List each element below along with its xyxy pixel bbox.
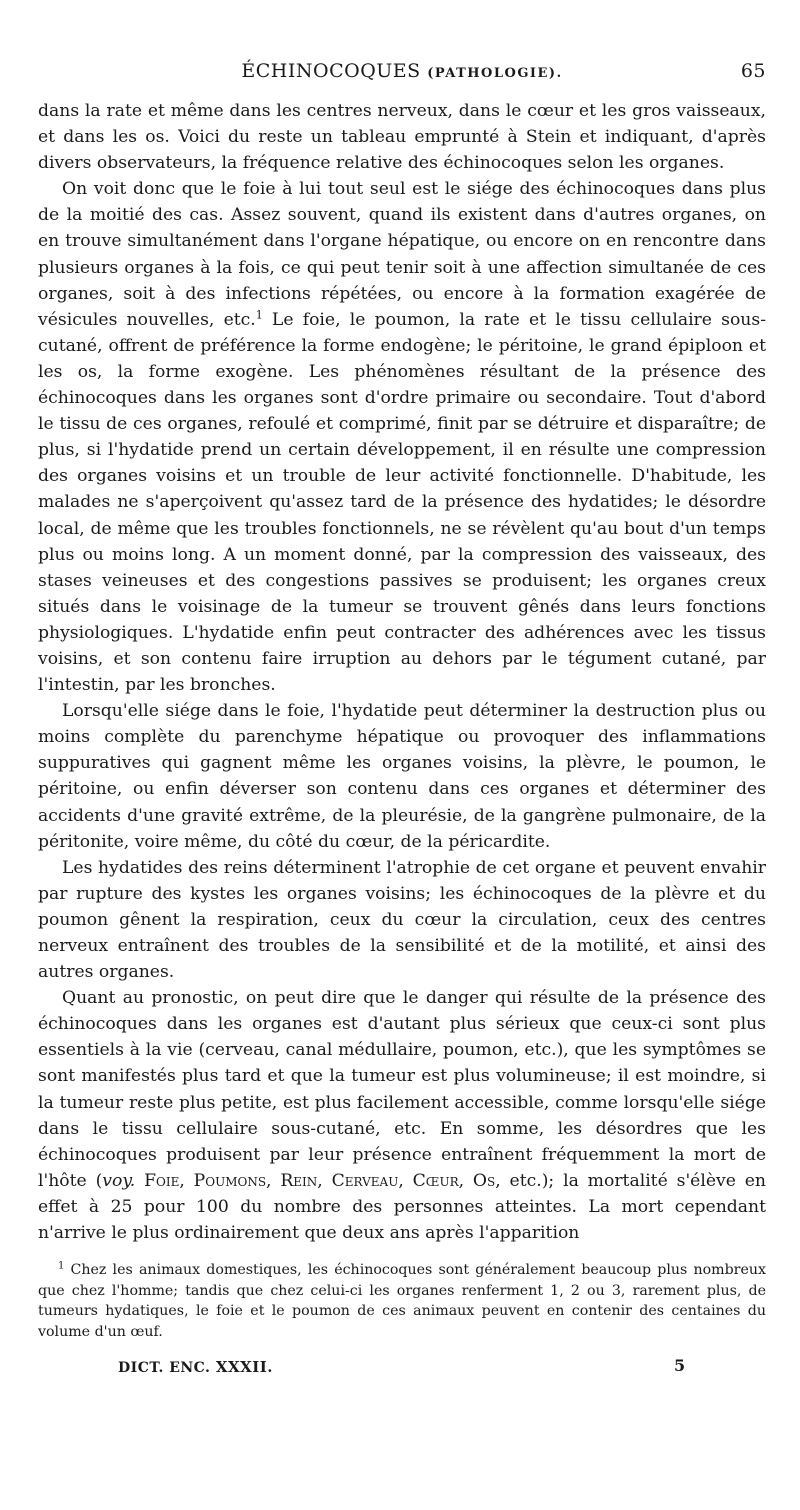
footnotes [38,1260,766,1342]
sheet-number: 5 [674,1356,686,1376]
footnote-1 [38,1260,766,1342]
signature-volume: XXXII. [215,1358,273,1377]
paragraph-5 [38,985,766,1246]
paragraph-5-part-2: etc.); la mortalité s'élève en effet à 25 pour 100 du nombre des personnes atteintes. La mort cependant n'arrive le plus ordinairement que deux ans après l'apparition [38,1170,766,1244]
paragraph-1: dans la rate et même dans les centres nerveux, dans le cœur et les gros vaisseaux, et dans les os. Voici du reste un tableau emprunté à Stein et indiquant, d'après divers observateurs, la fréquence relative des échinocoques selon les organes. [38,101,766,174]
footnote-mark: 1 [58,1260,65,1272]
article-title: ÉCHINOCOQUES [241,60,421,82]
footnote-text: Chez les animaux domestiques, les échinocoques sont généralement beaucoup plus nombreux que chez l'homme; tandis que chez celui-ci les organes renferment 1, 2 ou 3, rarement plus, de tumeurs hydatiques, le foie et le poumon de ces animaux peuvent en contenir des centaines du volume d'un œuf. [38,1262,766,1340]
paragraph-2-part-2: Le foie, le poumon, la rate et le tissu cellulaire sous-cutané, offrent de préférence la forme endogène; le péritoine, le grand épiploon et les os, la forme exogène. Les phénomènes résultant de la présence des échinocoques dans les organes sont d'ordre primaire ou secondaire. Tout d'abord le tissu de ces organes, refoulé et comprimé, finit par se détruire et disparaître; de plus, si l'hydatide prend un certain développement, il en résulte une compression des organes voisins et un trouble de leur activité fonctionnelle. D'habitude, les malades ne s'aperçoivent qu'assez tard de la présence des hydatides; le désordre local, de même que les troubles fonctionnels, ne se révèlent qu'au bout d'un temps plus ou moins long. A un moment donné, par la compression des vaisseaux, des stases veineuses et des congestions passives se produisent; les organes creux situés dans le voisinage de la tumeur se trouvent gênés dans leurs fonctions physiologiques. L'hydatide enfin peut contracter des adhérences avec les tissus voisins, et son contenu faire irruption au dehors par le tégument cutané, par l'intestin, par les bronches. [38,309,767,696]
paragraph-3: Lorsqu'elle siége dans le foie, l'hydatide peut déterminer la destruction plus ou moins complète du parenchyme hépatique ou provoquer des inflammations suppuratives qui gagnent même les organes voisins, la plèvre, le poumon, le péritoine, ou enfin déverser son contenu dans ces organes et déterminer des accidents d'une gravité extrême, de la pleurésie, de la gangrène pulmonaire, de la péritonite, voire même, du côté du cœur, de la péricardite. [38,701,766,852]
article-subtitle: (PATHOLOGIE). [427,66,563,81]
cross-reference-list: Foie, Poumons, Rein, Cerveau, Cœur, Os, [144,1170,501,1191]
running-head [38,60,766,94]
signature-label: DICT. ENC. [118,1360,216,1377]
document-page [38,60,766,1380]
paragraph-2 [38,176,766,698]
footnote-reference[interactable]: 1 [255,308,263,322]
printer-signature [118,1358,273,1376]
paragraph-4: Les hydatides des reins déterminent l'atrophie de cet organe et peuvent envahir par rupture des kystes les organes voisins; les échinocoques de la plèvre et du poumon gênent la respiration, ceux du cœur la circulation, ceux des centres nerveux entraînent des troubles de la sensibilité et de la motilité, et ainsi des autres organes. [38,857,766,983]
page-number: 65 [740,60,766,82]
paragraph-2-part-1: On voit donc que le foie à lui tout seul est le siége des échinocoques dans plus de la moitié des cas. Assez souvent, quand ils existent dans d'autres organes, on en trouve simultanément dans l'organe hépatique, ou encore on en rencontre dans plusieurs organes à la fois, ce qui peut tenir soit à une affection simultanée de ces organes, soit à des infections répétées, ou encore à la formation exagérée de vésicules nouvelles, etc. [38,179,766,330]
cross-reference-voy: voy. [102,1170,136,1191]
body-text [38,98,766,1246]
paragraph-5-part-1: Quant au pronostic, on peut dire que le danger qui résulte de la présence des échinocoques dans les organes est d'autant plus sérieux que ceux-ci sont plus essentiels à la vie (cerveau, canal médullaire, poumon, etc.), que les symptômes se sont manifestés plus tard et que la tumeur est plus volumineuse; il est moindre, si la tumeur reste plus petite, est plus facilement accessible, comme lorsqu'elle siége dans le tissu cellulaire sous-cutané, etc. En somme, les désordres que les échinocoques produisent par leur présence entraînent fréquemment la mort de l'hôte ( [38,988,766,1191]
running-title [38,60,766,82]
signature-line [38,1358,766,1380]
